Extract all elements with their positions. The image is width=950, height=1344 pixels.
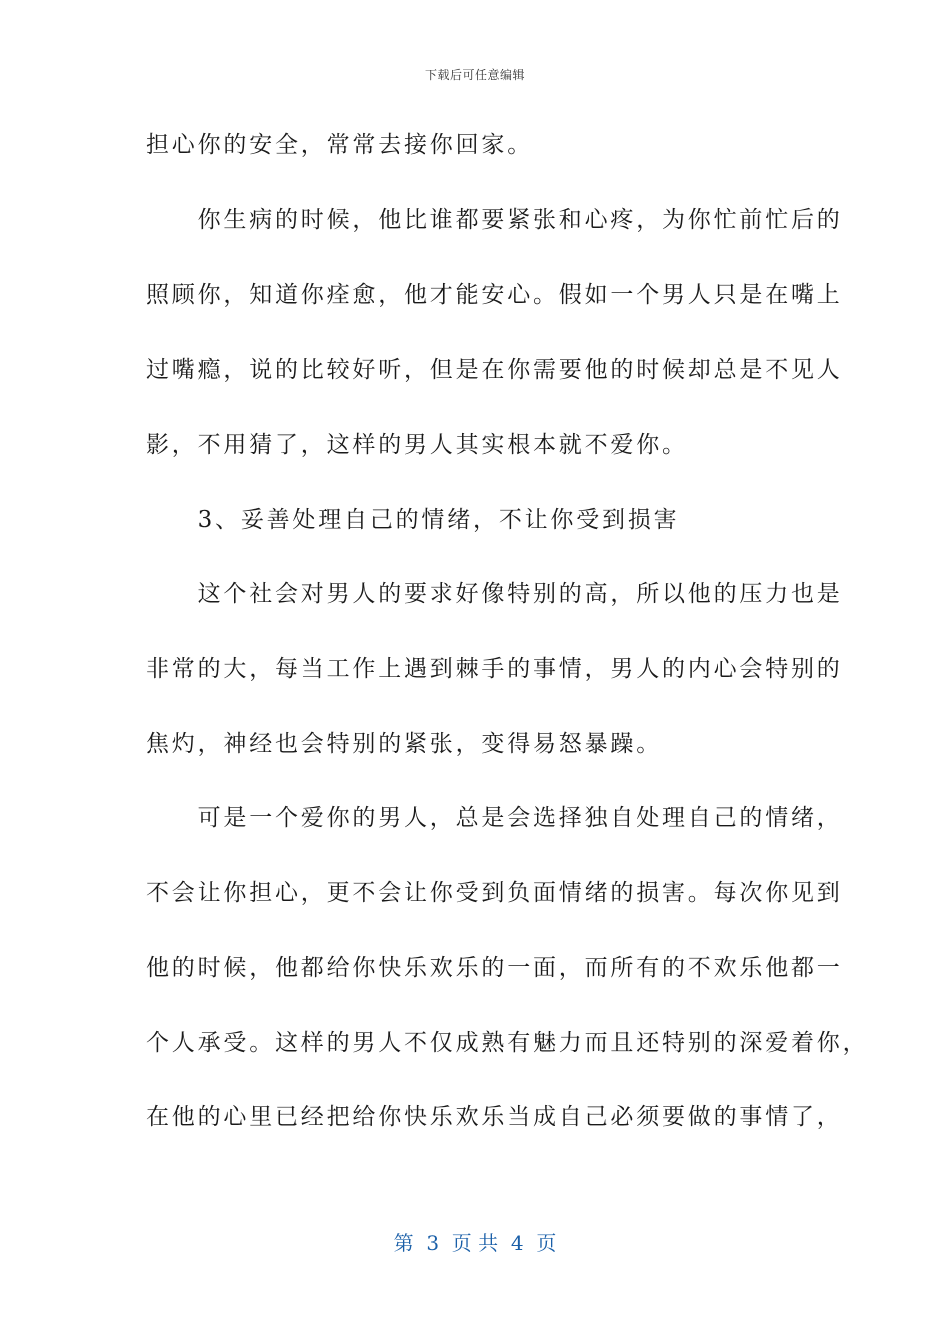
text-line: 担心你的安全，常常去接你回家。: [146, 132, 533, 158]
text-line: 非常的大，每当工作上遇到棘手的事情，男人的内心会特别的: [146, 656, 843, 682]
text-line: 影，不用猜了，这样的男人其实根本就不爱你。: [146, 432, 688, 458]
text-line: 他的时候，他都给你快乐欢乐的一面，而所有的不欢乐他都一: [146, 955, 843, 981]
text-line: 照顾你，知道你痊愈，他才能安心。假如一个男人只是在嘴上: [146, 282, 843, 308]
page-header: 下载后可任意编辑: [424, 68, 525, 82]
text-line: 个人承受。这样的男人不仅成熟有魅力而且还特别的深爱着你，: [146, 1030, 869, 1056]
text-line: 过嘴瘾，说的比较好听，但是在你需要他的时候却总是不见人: [146, 357, 843, 383]
text-line: 可是一个爱你的男人，总是会选择独自处理自己的情绪，: [146, 805, 843, 831]
text-line: 不会让你担心，更不会让你受到负面情绪的损害。每次你见到: [146, 880, 843, 906]
text-line: 焦灼，神经也会特别的紧张，变得易怒暴躁。: [146, 731, 662, 757]
section-heading: 3、妥善处理自己的情绪，不让你受到损害: [146, 507, 680, 533]
text-line: 你生病的时候，他比谁都要紧张和心疼，为你忙前忙后的: [146, 207, 843, 233]
page-number-footer: 第 3 页 共 4 页: [393, 1231, 557, 1255]
text-line: 这个社会对男人的要求好像特别的高，所以他的压力也是: [146, 581, 843, 607]
text-line: 在他的心里已经把给你快乐欢乐当成自己必须要做的事情了，: [146, 1104, 843, 1130]
